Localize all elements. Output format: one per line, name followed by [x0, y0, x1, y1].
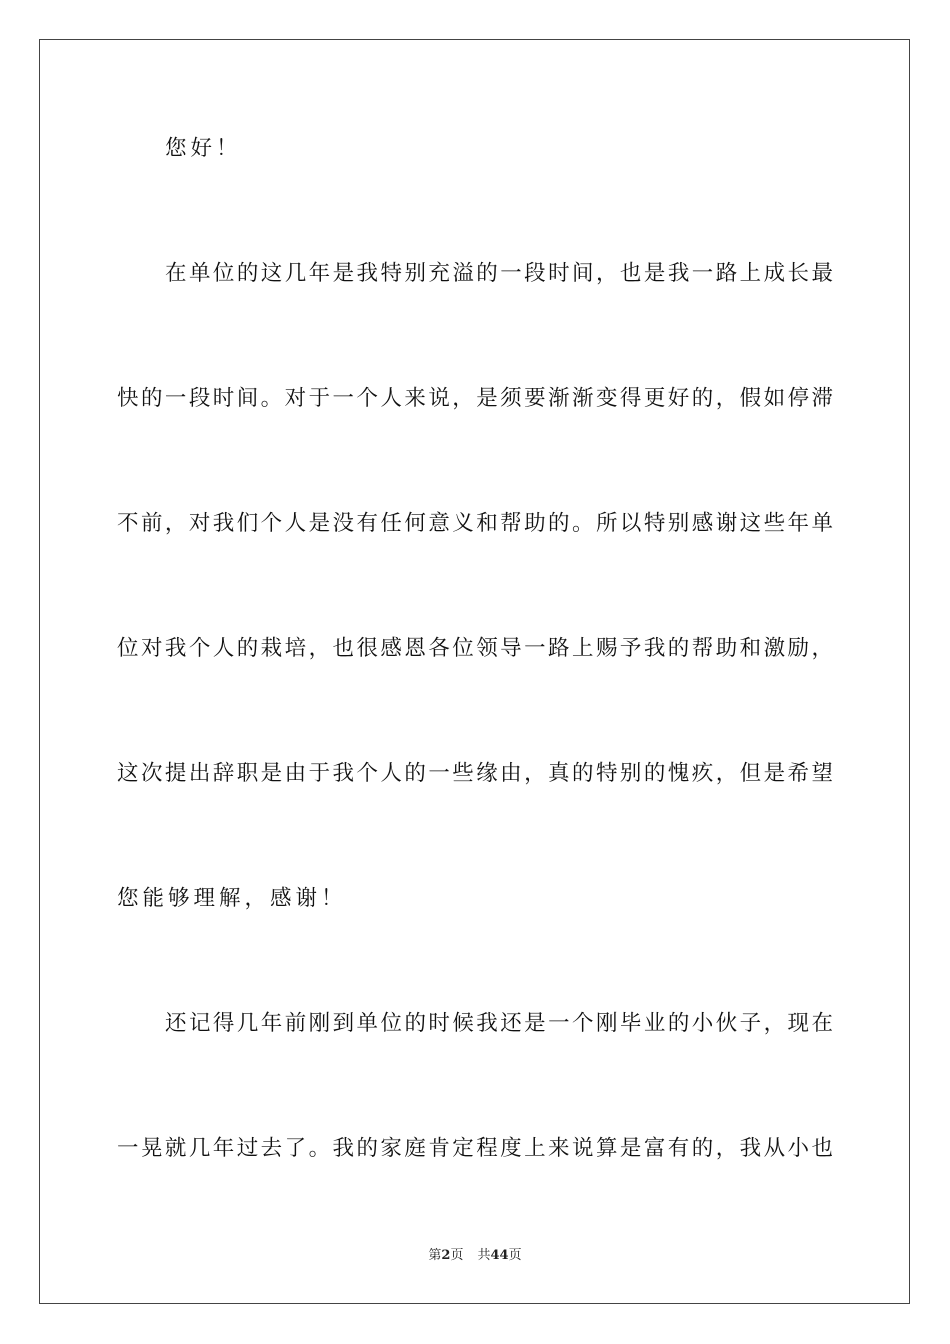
body-line: 位对我个人的栽培，也很感恩各位领导一路上赐予我的帮助和激励， — [117, 636, 833, 661]
body-line: 还记得几年前刚到单位的时候我还是一个刚毕业的小伙子，现在 — [165, 1011, 833, 1036]
page-footer — [0, 1247, 950, 1265]
body-line: 在单位的这几年是我特别充溢的一段时间，也是我一路上成长最 — [165, 261, 833, 286]
footer-total-number: 44 — [490, 1248, 509, 1263]
body-line: 快的一段时间。对于一个人来说，是须要渐渐变得更好的，假如停滞 — [117, 386, 833, 411]
footer-total-prefix: 共 — [477, 1248, 491, 1263]
page-border — [39, 39, 910, 1304]
body-line: 不前，对我们个人是没有任何意义和帮助的。所以特别感谢这些年单 — [117, 511, 833, 536]
body-line: 一晃就几年过去了。我的家庭肯定程度上来说算是富有的，我从小也 — [117, 1136, 833, 1161]
body-line: 您能够理解，感谢！ — [117, 886, 347, 911]
greeting-line: 您好！ — [165, 136, 242, 161]
footer-page-number: 2 — [441, 1248, 451, 1263]
footer-page-suffix: 页 — [450, 1248, 464, 1263]
footer-page-prefix: 第 — [428, 1248, 442, 1263]
body-line: 这次提出辞职是由于我个人的一些缘由，真的特别的愧疚，但是希望 — [117, 761, 833, 786]
footer-total-suffix: 页 — [508, 1248, 522, 1263]
